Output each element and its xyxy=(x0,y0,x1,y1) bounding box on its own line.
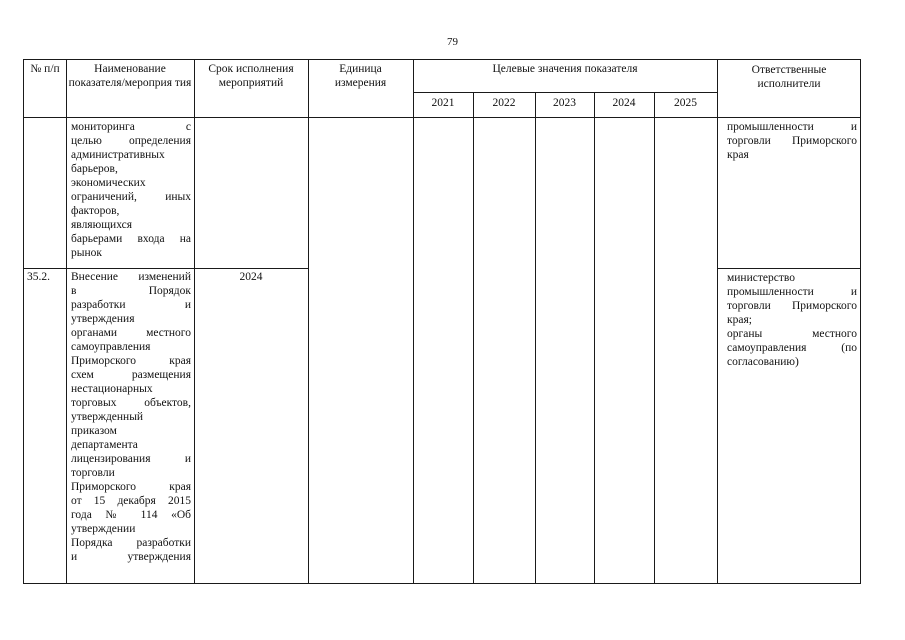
header-deadline: Срок исполнения мероприятий xyxy=(208,63,294,89)
row1-name-line: факторов, xyxy=(71,205,120,217)
row2-responsible-line: края; xyxy=(727,314,752,326)
col-divider-2022 xyxy=(535,92,536,584)
row1-name-line: административных xyxy=(71,149,165,161)
years-header-divider xyxy=(413,92,717,93)
header-responsible: Ответственные исполнители xyxy=(751,64,827,90)
row2-name-line: лицензирования и xyxy=(71,453,191,465)
row2-name-line: утверждении xyxy=(71,523,136,535)
row2-responsible-line: органы местного xyxy=(727,328,857,340)
header-year-2021: 2021 xyxy=(431,97,455,109)
col-divider-name xyxy=(194,59,195,584)
header-year-2025: 2025 xyxy=(674,97,697,109)
row2-name-line: утверждения xyxy=(71,313,135,325)
row2-name-line: Приморского края xyxy=(71,481,191,493)
row2-responsible xyxy=(727,271,857,369)
row2-name-line: в Порядок xyxy=(71,285,191,297)
col-divider-targets xyxy=(717,59,718,584)
row1-name-line: барьеров, xyxy=(71,163,118,175)
row1-responsible xyxy=(727,120,857,162)
row2-name-line: и утверждения xyxy=(71,551,191,563)
row2-name-line: от 15 декабря 2015 xyxy=(71,495,191,507)
row2-name-line: департамента xyxy=(71,439,138,451)
row1-responsible-line: края xyxy=(727,149,749,161)
header-year-2023: 2023 xyxy=(553,97,576,109)
table-bottom-border xyxy=(23,583,861,584)
row2-name-line: утвержденный xyxy=(71,411,144,423)
row-divider-right xyxy=(717,268,861,269)
row2-responsible-line: торговли Приморского xyxy=(727,300,857,312)
row2-name-line: схем размещения xyxy=(71,369,191,381)
page-number: 79 xyxy=(447,36,458,48)
row1-name-line: экономических xyxy=(71,177,146,189)
row2-name-line: самоуправления xyxy=(71,341,151,353)
header-name: Наименование показателя/мероприя тия xyxy=(68,63,192,89)
row1-name xyxy=(71,120,191,260)
row1-name-line: барьерами входа на xyxy=(71,233,191,245)
col-divider-2021 xyxy=(473,92,474,584)
row1-name-line: целью определения xyxy=(71,135,191,147)
table-top-border xyxy=(23,59,861,60)
row1-responsible-line: торговли Приморского xyxy=(727,135,857,147)
table-right-border xyxy=(860,59,861,584)
row2-responsible-line: промышленности и xyxy=(727,286,857,298)
table-left-border xyxy=(23,59,24,584)
row2-responsible-line: самоуправления (по xyxy=(727,342,857,354)
row2-responsible-line: министерство xyxy=(727,272,795,284)
header-year-2024: 2024 xyxy=(612,97,636,109)
header-bottom-border xyxy=(23,117,861,118)
row2-name-line: приказом xyxy=(71,425,117,437)
header-year-2022: 2022 xyxy=(492,97,516,109)
row2-name xyxy=(71,270,191,564)
row2-name-line: Внесение изменений xyxy=(71,271,191,283)
row2-deadline: 2024 xyxy=(239,271,263,283)
row2-name-line: Порядка разработки xyxy=(71,537,191,549)
row2-responsible-line: согласованию) xyxy=(727,356,799,368)
header-unit: Единица измерения xyxy=(334,63,387,89)
row2-name-line: органами местного xyxy=(71,327,191,339)
row2-name-line: года № 114 «Об xyxy=(71,509,191,521)
row2-name-line: торговли xyxy=(71,467,115,479)
header-num: № п/п xyxy=(30,63,60,75)
row2-name-line: нестационарных xyxy=(71,383,153,395)
col-divider-unit xyxy=(413,59,414,584)
row2-num: 35.2. xyxy=(27,271,50,283)
header-targets: Целевые значения показателя xyxy=(492,63,638,75)
col-divider-deadline xyxy=(308,59,309,584)
row1-name-line: являющихся xyxy=(71,219,133,231)
row2-name-line: разработки и xyxy=(71,299,191,311)
col-divider-2024 xyxy=(654,92,655,584)
row1-responsible-line: промышленности и xyxy=(727,121,857,133)
col-divider-num xyxy=(66,59,67,584)
row1-name-line: рынок xyxy=(71,247,102,259)
row1-name-line: мониторинга с xyxy=(71,121,191,133)
col-divider-2023 xyxy=(594,92,595,584)
row2-name-line: Приморского края xyxy=(71,355,191,367)
row2-name-line: торговых объектов, xyxy=(71,397,191,409)
row1-name-line: ограничений, иных xyxy=(71,191,191,203)
